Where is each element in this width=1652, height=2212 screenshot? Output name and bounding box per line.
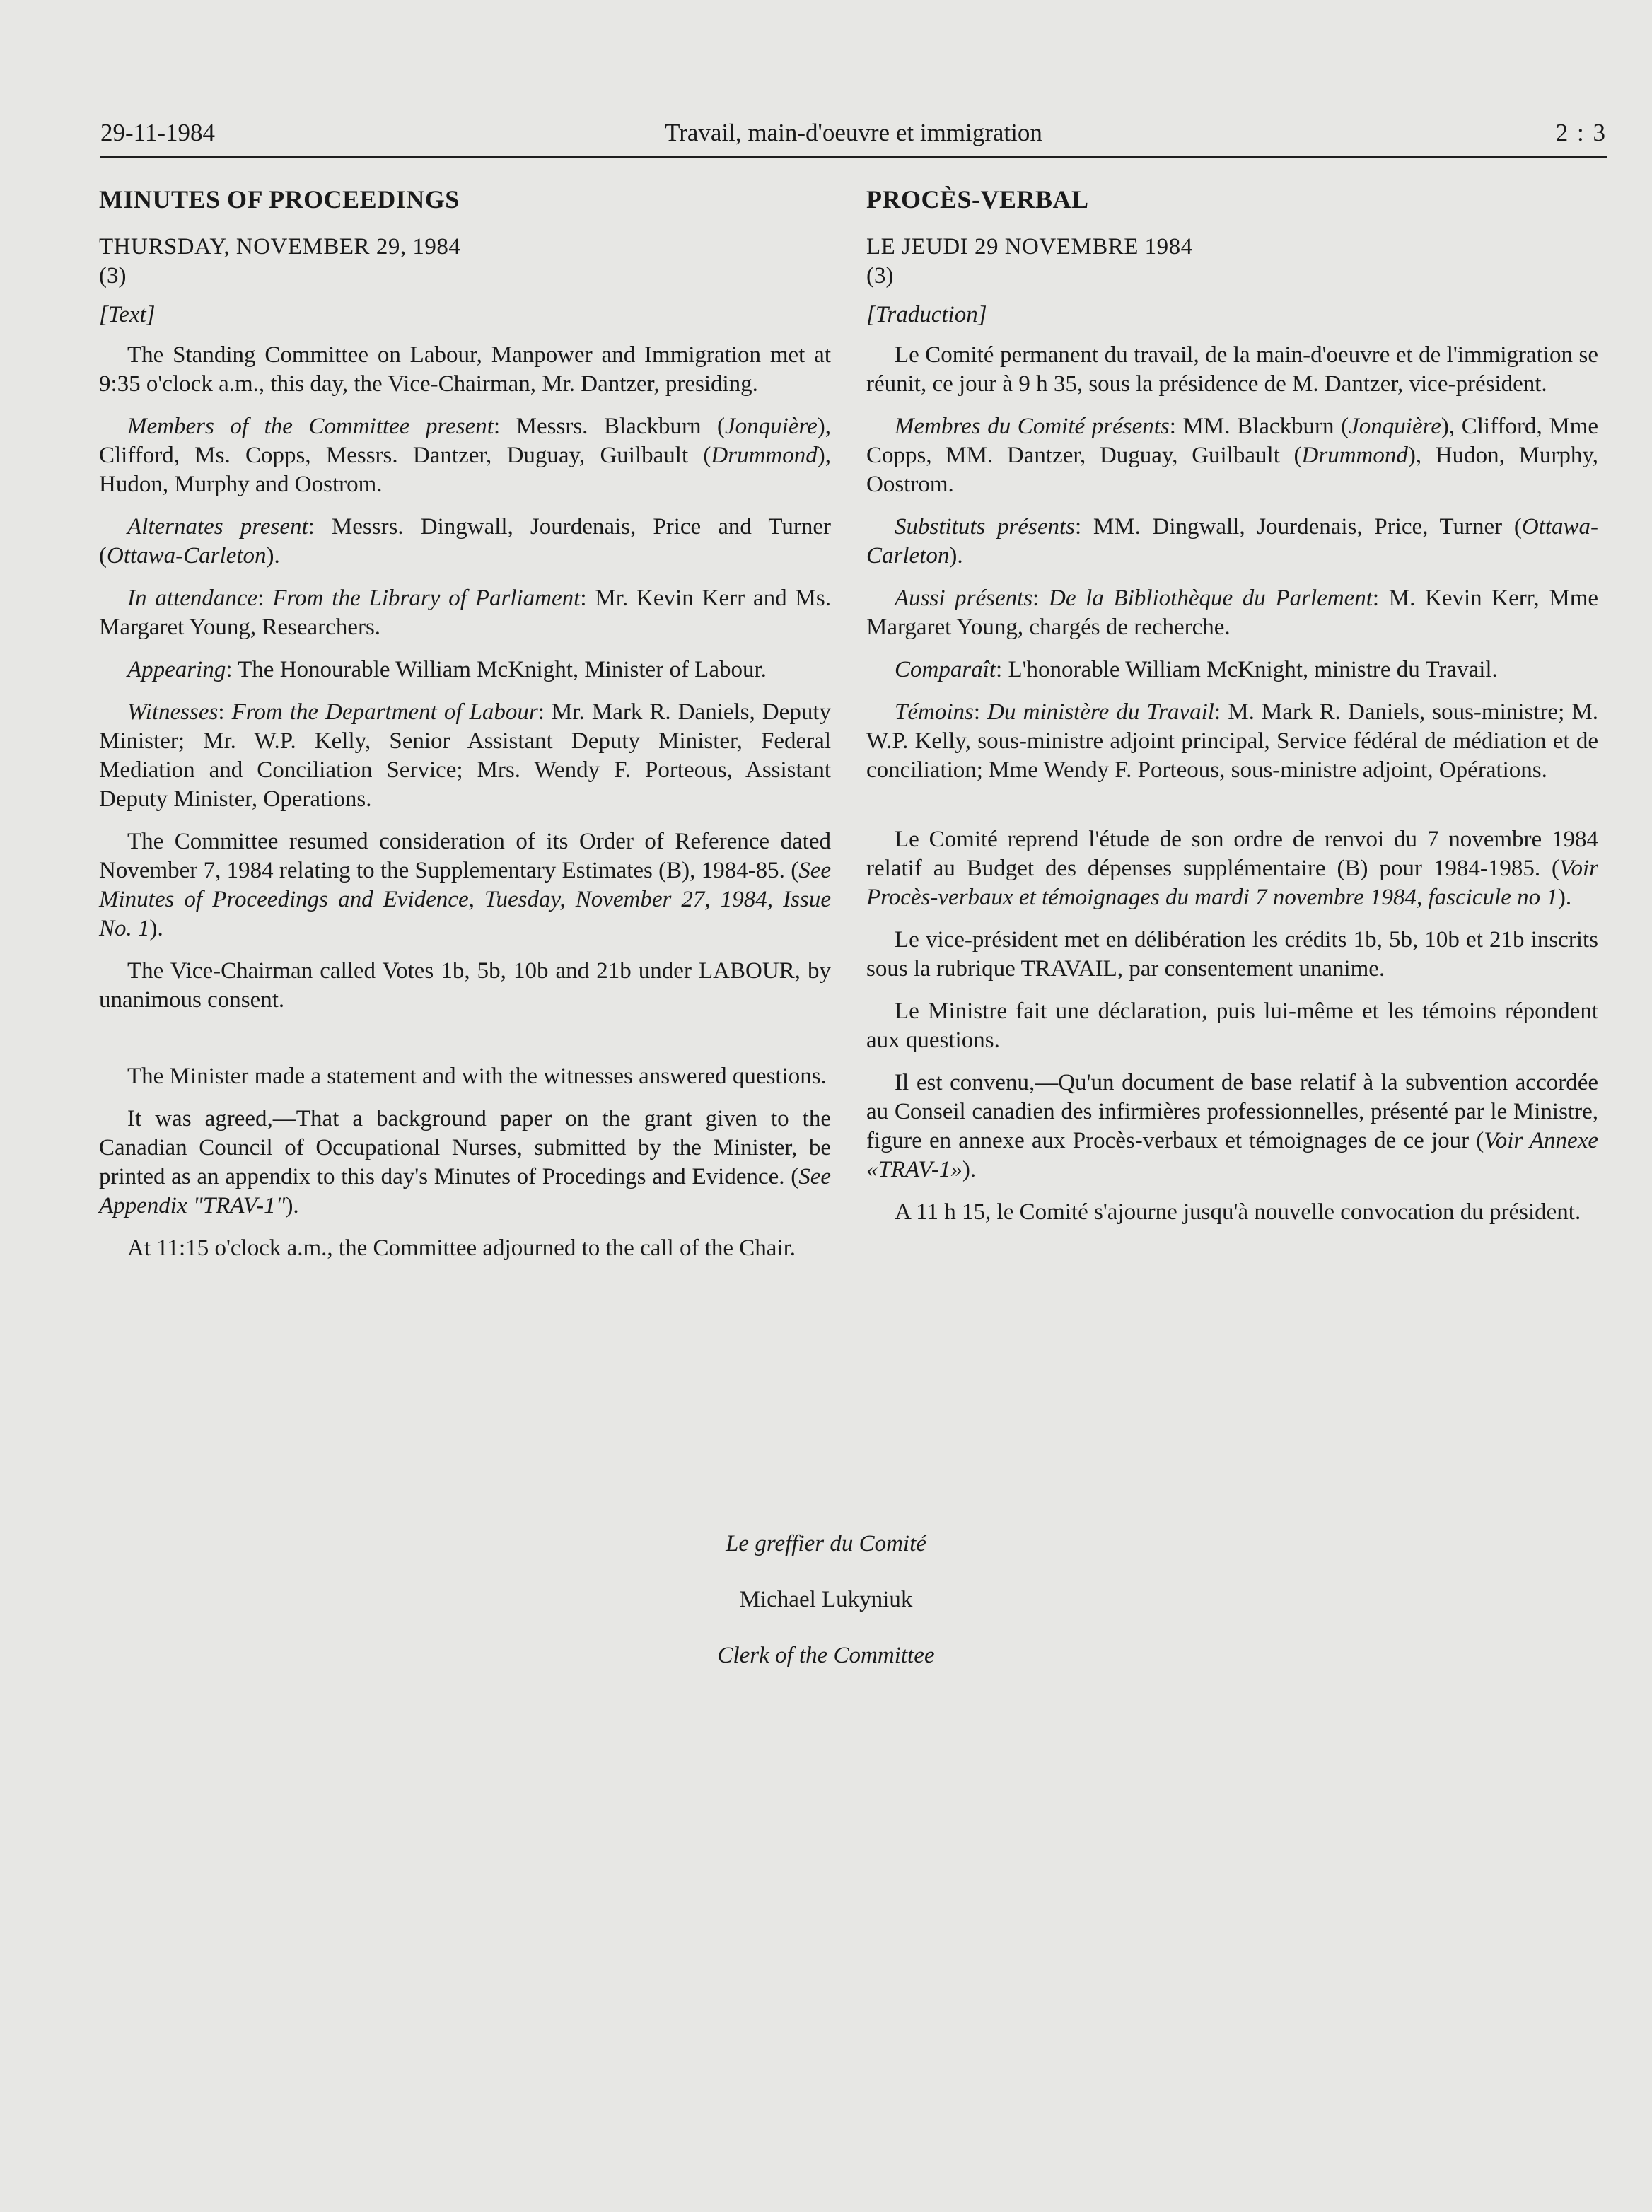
french-convenu-paragraph: Il est convenu,—Qu'un document de base relatif à la subvention accordée au Conseil canadien des infirmières professionnelles, présenté par le Ministre, figure en annexe aux Procès-verbaux et témoignages de ce jour (Voir Annexe «TRAV-1»). (866, 1070, 1598, 1182)
english-resumed-paragraph: The Committee resumed consideration of its Order of Reference dated November 7, 1984 relating to the Supplementary Estimates (B), 1984-85. (See Minutes of Proceedings and Evidence, Tuesday, November 27, 1984, Issue No. 1). (99, 829, 831, 941)
french-ajourne-paragraph: A 11 h 15, le Comité s'ajourne jusqu'à nouvelle convocation du président. (895, 1199, 1581, 1225)
english-members-paragraph: Members of the Committee present: Messrs. Blackburn (Jonquière), Clifford, Ms. Copps, Messrs. Dantzer, Duguay, Guilbault (Drummond), Hudon, Murphy and Oostrom. (99, 414, 831, 497)
signature-block (0, 1531, 1652, 1699)
english-date: THURSDAY, NOVEMBER 29, 1984 (99, 234, 461, 260)
english-attendance-paragraph: In attendance: From the Library of Parliament: Mr. Kevin Kerr and Ms. Margaret Young, Researchers. (99, 586, 831, 640)
english-heading: MINUTES OF PROCEEDINGS (99, 185, 460, 214)
english-appearing-paragraph: Appearing: The Honourable William McKnight, Minister of Labour. (127, 657, 767, 682)
english-minister-paragraph: The Minister made a statement and with the witnesses answered questions. (127, 1064, 827, 1089)
french-aussi-paragraph: Aussi présents: De la Bibliothèque du Parlement: M. Kevin Kerr, Mme Margaret Young, chargés de recherche. (866, 586, 1599, 640)
french-heading: PROCÈS-VERBAL (866, 185, 1089, 214)
english-language-note: [Text] (99, 302, 156, 327)
english-meeting-number: (3) (99, 263, 127, 289)
french-column (866, 185, 1598, 1240)
page-number: 2 : 3 (1555, 119, 1607, 146)
english-witnesses-paragraph: Witnesses: From the Department of Labour: Mr. Mark R. Daniels, Deputy Minister; Mr. W.P. Kelly, Senior Assistant Deputy Minister, Federal Mediation and Conciliation Service; Mrs. Wendy F. Porteous, Assistant Deputy Minister, Operations. (99, 699, 831, 812)
french-reprend-paragraph: Le Comité reprend l'étude de son ordre de renvoi du 7 novembre 1984 relatif au Budget des dépenses supplémentaire (B) pour 1984-1985. (Voir Procès-verbaux et témoignages du mardi 7 novembre 1984, fascicule no 1). (866, 827, 1598, 910)
english-adjourn-paragraph: At 11:15 o'clock a.m., the Committee adjourned to the call of the Chair. (127, 1235, 796, 1261)
clerk-title-french: Le greffier du Comité (726, 1531, 926, 1556)
english-column (99, 185, 831, 1276)
english-votes-paragraph: The Vice-Chairman called Votes 1b, 5b, 10b and 21b under LABOUR, by unanimous consent. (99, 958, 831, 1013)
french-date: LE JEUDI 29 NOVEMBRE 1984 (866, 234, 1193, 260)
french-meeting-number: (3) (866, 263, 894, 289)
header-date: 29-11-1984 (100, 119, 216, 146)
english-agreed-paragraph: It was agreed,—That a background paper on the grant given to the Canadian Council of Occupational Nurses, submitted by the Minister, be printed as an appendix to this day's Minutes of Procedings and Evidence. (See Appendix "TRAV-1"). (99, 1106, 831, 1218)
french-comparait-paragraph: Comparaît: L'honorable William McKnight, ministre du Travail. (895, 657, 1498, 682)
french-members-paragraph: Membres du Comité présents: MM. Blackburn (Jonquière), Clifford, Mme Copps, MM. Dantzer, Duguay, Guilbault (Drummond), Hudon, Murphy, Oostrom. (866, 414, 1598, 497)
clerk-name: Michael Lukyniuk (739, 1587, 913, 1612)
clerk-title-english: Clerk of the Committee (717, 1643, 935, 1668)
header-title: Travail, main-d'oeuvre et immigration (665, 119, 1042, 146)
french-substituts-paragraph: Substituts présents: MM. Dingwall, Jourdenais, Price, Turner (Ottawa-Carleton). (866, 514, 1598, 569)
english-opening-paragraph: The Standing Committee on Labour, Manpower and Immigration met at 9:35 o'clock a.m., this day, the Vice-Chairman, Mr. Dantzer, presiding. (99, 342, 831, 397)
french-ministre-paragraph: Le Ministre fait une déclaration, puis lui-même et les témoins répondent aux questions. (866, 999, 1598, 1053)
french-opening-paragraph: Le Comité permanent du travail, de la main-d'oeuvre et de l'immigration se réunit, ce jour à 9 h 35, sous la présidence de M. Dantzer, vice-président. (866, 342, 1598, 397)
running-header (100, 115, 1607, 158)
english-alternates-paragraph: Alternates present: Messrs. Dingwall, Jourdenais, Price and Turner (Ottawa-Carleton). (99, 514, 831, 569)
french-credits-paragraph: Le vice-président met en délibération les crédits 1b, 5b, 10b et 21b inscrits sous la rubrique TRAVAIL, par consentement unanime. (866, 927, 1598, 982)
french-language-note: [Traduction] (866, 302, 987, 327)
french-temoins-paragraph: Témoins: Du ministère du Travail: M. Mark R. Daniels, sous-ministre; M. W.P. Kelly, sous-ministre adjoint principal, Service fédéral de médiation et de conciliation; Mme Wendy F. Porteous, sous-ministre adjoint, Opérations. (866, 699, 1598, 783)
